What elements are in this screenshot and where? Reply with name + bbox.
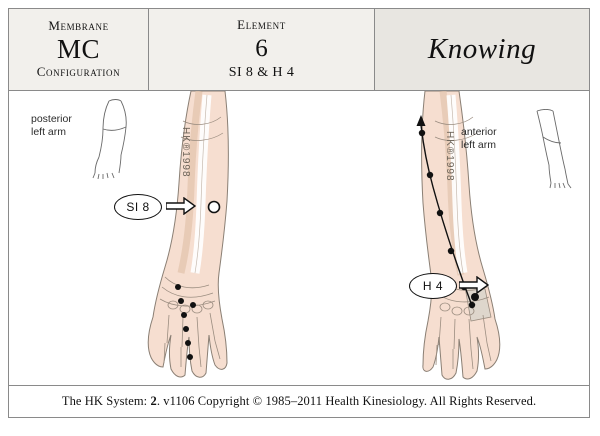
posterior-arm-figure [129, 91, 259, 383]
copyright-version: 2 [150, 394, 157, 408]
anterior-arm-label: anterior left arm [461, 126, 497, 152]
quality-value: Knowing [427, 33, 537, 65]
hk-system-card [8, 8, 590, 418]
watermark-left: HK®1998 [180, 127, 191, 178]
element-top-label: Element [237, 17, 286, 33]
posterior-arm-label: posterior left arm [31, 113, 72, 139]
figure-area [9, 91, 589, 386]
header-cell-quality [375, 9, 589, 90]
callout-si8-label: SI 8 [126, 200, 150, 214]
copyright-line [62, 394, 536, 409]
h4-pointer-arrow [459, 276, 489, 294]
copyright-part2: . v1106 Copyright © 1985–2011 Health Kinesiology. All Rights Reserved. [156, 394, 537, 408]
si8-pointer-arrow [166, 197, 196, 215]
membrane-bottom-label: Configuration [36, 64, 121, 80]
si8-point-marker [209, 202, 220, 213]
callout-h4 [409, 273, 457, 299]
membrane-top-label: Membrane [48, 17, 109, 33]
callout-si8 [114, 194, 162, 220]
header [9, 9, 589, 91]
copyright-part1: The HK System: [61, 394, 151, 408]
header-cell-element [149, 9, 375, 90]
h4-point-marker [471, 293, 479, 301]
element-points: SI 8 & H 4 [228, 64, 295, 80]
membrane-value: MC [56, 33, 101, 64]
watermark-right: HK®1998 [444, 131, 455, 182]
element-value: 6 [255, 35, 268, 63]
header-cell-membrane [9, 9, 149, 90]
anterior-thumbnail-figure [517, 109, 587, 189]
footer [9, 385, 589, 417]
callout-h4-label: H 4 [422, 279, 444, 293]
